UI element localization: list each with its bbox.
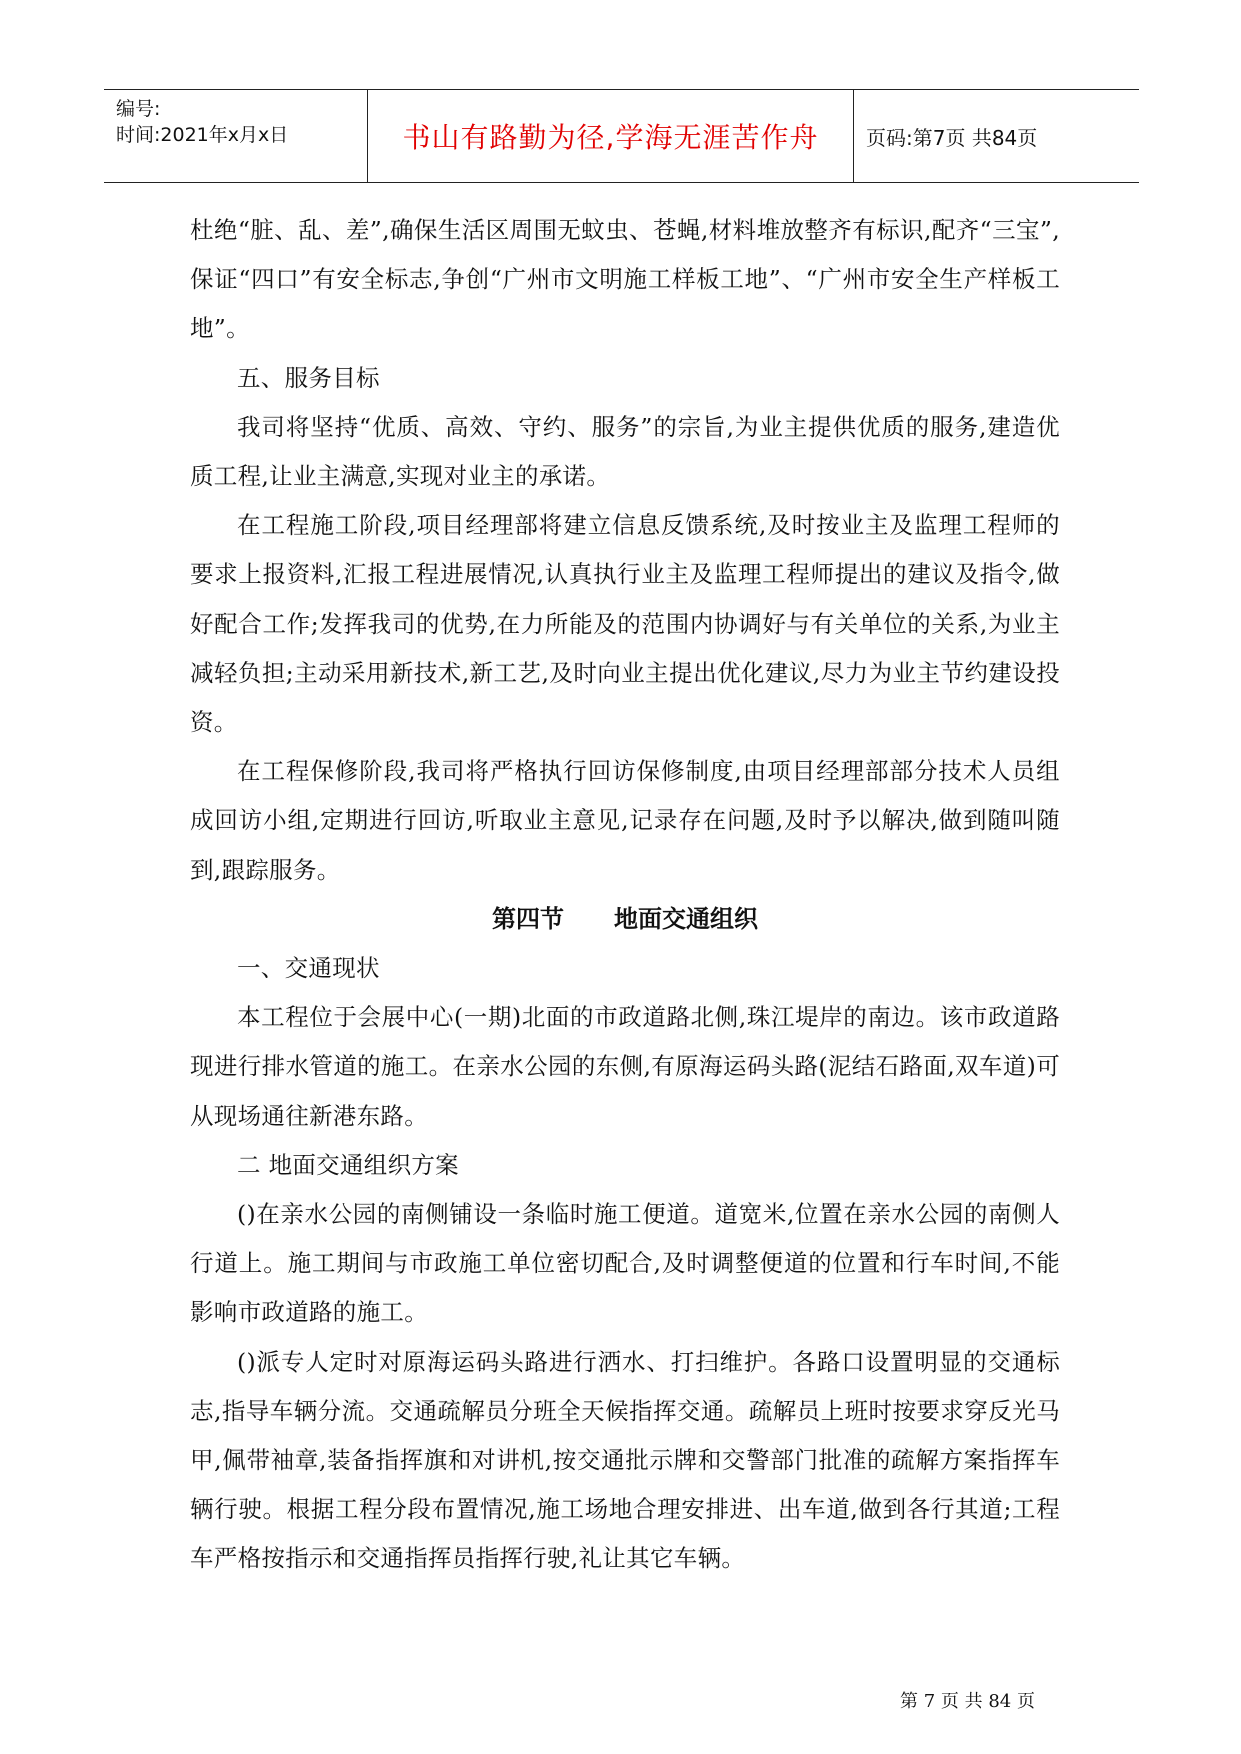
section-number: 第四节 [492,904,564,933]
paragraph: ()派专人定时对原海运码头路进行洒水、打扫维护。各路口设置明显的交通标志,指导车辆分流。交通疏解员分班全天候指挥交通。疏解员上班时按要求穿反光马甲,佩带袖章,装备指挥旗和对讲机,按交通批示牌和交警部门批准的疏解方案指挥车辆行驶。根据工程分段布置情况,施工场地合理安排进、出车道,做到各行其道;工程车严格按指示和交通指挥员指挥行驶,礼让其它车辆。 [190,1347,1060,1573]
header-page-number: 页码:第7页 共84页 [866,125,1038,150]
subheading: 一、交通现状 [237,954,380,983]
header-motto-cell [368,90,854,182]
paragraph: 我司将坚持“优质、高效、守约、服务”的宗旨,为业主提供优质的服务,建造优质工程,让业主满意,实现对业主的承诺。 [190,412,1060,491]
section-heading [190,895,1060,944]
subheading: 二 地面交通组织方案 [237,1150,459,1179]
paragraph: 在工程保修阶段,我司将严格执行回访保修制度,由项目经理部部分技术人员组成回访小组,定期进行回访,听取业主意见,记录存在问题,及时予以解决,做到随叫随到,跟踪服务。 [190,757,1060,884]
header-motto: 书山有路勤为径,学海无涯苦作舟 [402,121,819,154]
paragraph: 在工程施工阶段,项目经理部将建立信息反馈系统,及时按业主及监理工程师的要求上报资料,汇报工程进展情况,认真执行业主及监理工程师提出的建议及指令,做好配合工作;发挥我司的优势,在力所能及的范围内协调好与有关单位的关系,为业主减轻负担;主动采用新技术,新工艺,及时向业主提出优化建议,尽力为业主节约建设投资。 [190,511,1060,737]
header-page-cell [854,90,1139,182]
document-body [190,206,1060,1584]
paragraph: 本工程位于会展中心(一期)北面的市政道路北侧,珠江堤岸的南边。该市政道路现进行排水管道的施工。在亲水公园的东侧,有原海运码头路(泥结石路面,双车道)可从现场通往新港东路。 [190,1003,1060,1130]
paragraph: 杜绝“脏、乱、差”,确保生活区周围无蚊虫、苍蝇,材料堆放整齐有标识,配齐“三宝”,保证“四口”有安全标志,争创“广州市文明施工样板工地”、“广州市安全生产样板工地”。 [190,216,1060,343]
paragraph: ()在亲水公园的南侧铺设一条临时施工便道。道宽米,位置在亲水公园的南侧人行道上。施工期间与市政施工单位密切配合,及时调整便道的位置和行车时间,不能影响市政道路的施工。 [190,1200,1060,1327]
page-header [104,89,1139,183]
header-meta-cell [104,90,368,182]
section-title: 地面交通组织 [614,904,758,933]
document-time-label: 时间:2021年x月x日 [116,124,289,146]
document-number-label: 编号: [116,98,161,120]
subheading: 五、服务目标 [237,363,380,392]
page-footer: 第 7 页 共 84 页 [900,1691,1035,1712]
